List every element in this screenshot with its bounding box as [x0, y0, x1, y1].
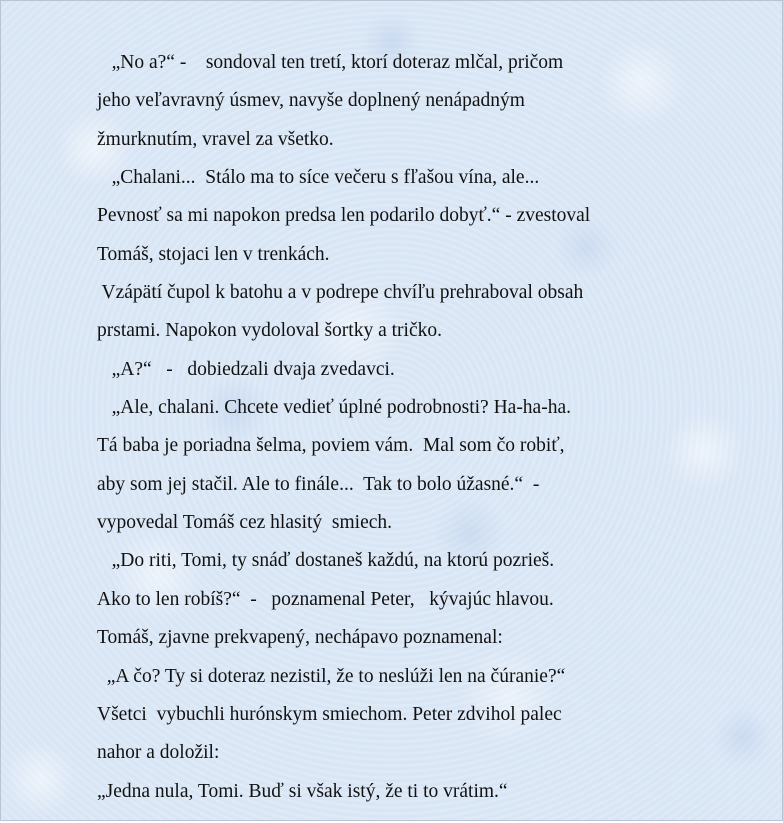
text-line: jeho veľavravný úsmev, navyše doplnený nenápadným [97, 90, 525, 112]
text-line: Ako to len robíš?“ - poznamenal Peter, kývajúc hlavou. [97, 588, 554, 610]
text-line: „Chalani... Stálo ma to síce večeru s fľašou vína, ale... [97, 167, 540, 189]
text-line: vypovedal Tomáš cez hlasitý smiech. [97, 512, 393, 534]
text-line: Všetci vybuchli hurónskym smiechom. Peter zdvihol palec [97, 703, 562, 725]
text-line: „Ale, chalani. Chcete vedieť úplné podrobnosti? Ha-ha-ha. [97, 397, 571, 419]
text-line: „Do riti, Tomi, ty snáď dostaneš každú, na ktorú pozrieš. [97, 550, 555, 572]
text-line: Pevnosť sa mi napokon predsa len podarilo dobyť.“ - zvestoval [97, 205, 591, 227]
text-line: „Jedna nula, Tomi. Buď si však istý, že ti to vrátim.“ [97, 780, 508, 802]
text-line: Tá baba je poriadna šelma, poviem vám. Mal som čo robiť, [97, 435, 565, 457]
text-line: Vzápätí čupol k batohu a v podrepe chvíľu prehraboval obsah [97, 282, 584, 304]
text-line: žmurknutím, vravel za všetko. [97, 128, 334, 150]
text-line: prstami. Napokon vydoloval šortky a tričko. [97, 320, 442, 342]
text-line: Tomáš, stojaci len v trenkách. [97, 243, 330, 265]
text-line: „A čo? Ty si doteraz nezistil, že to neslúži len na čúranie?“ [97, 665, 566, 687]
text-line: „A?“ - dobiedzali dvaja zvedavci. [97, 358, 395, 380]
text-line: nahor a doložil: [97, 742, 220, 764]
text-line: Tomáš, zjavne prekvapený, nechápavo poznamenal: [97, 627, 503, 649]
text-line: „No a?“ - sondoval ten tretí, ktorí doteraz mlčal, pričom [97, 52, 564, 73]
story-text [97, 47, 767, 814]
text-line: aby som jej stačil. Ale to finále... Tak to bolo úžasné.“ - [97, 473, 540, 495]
